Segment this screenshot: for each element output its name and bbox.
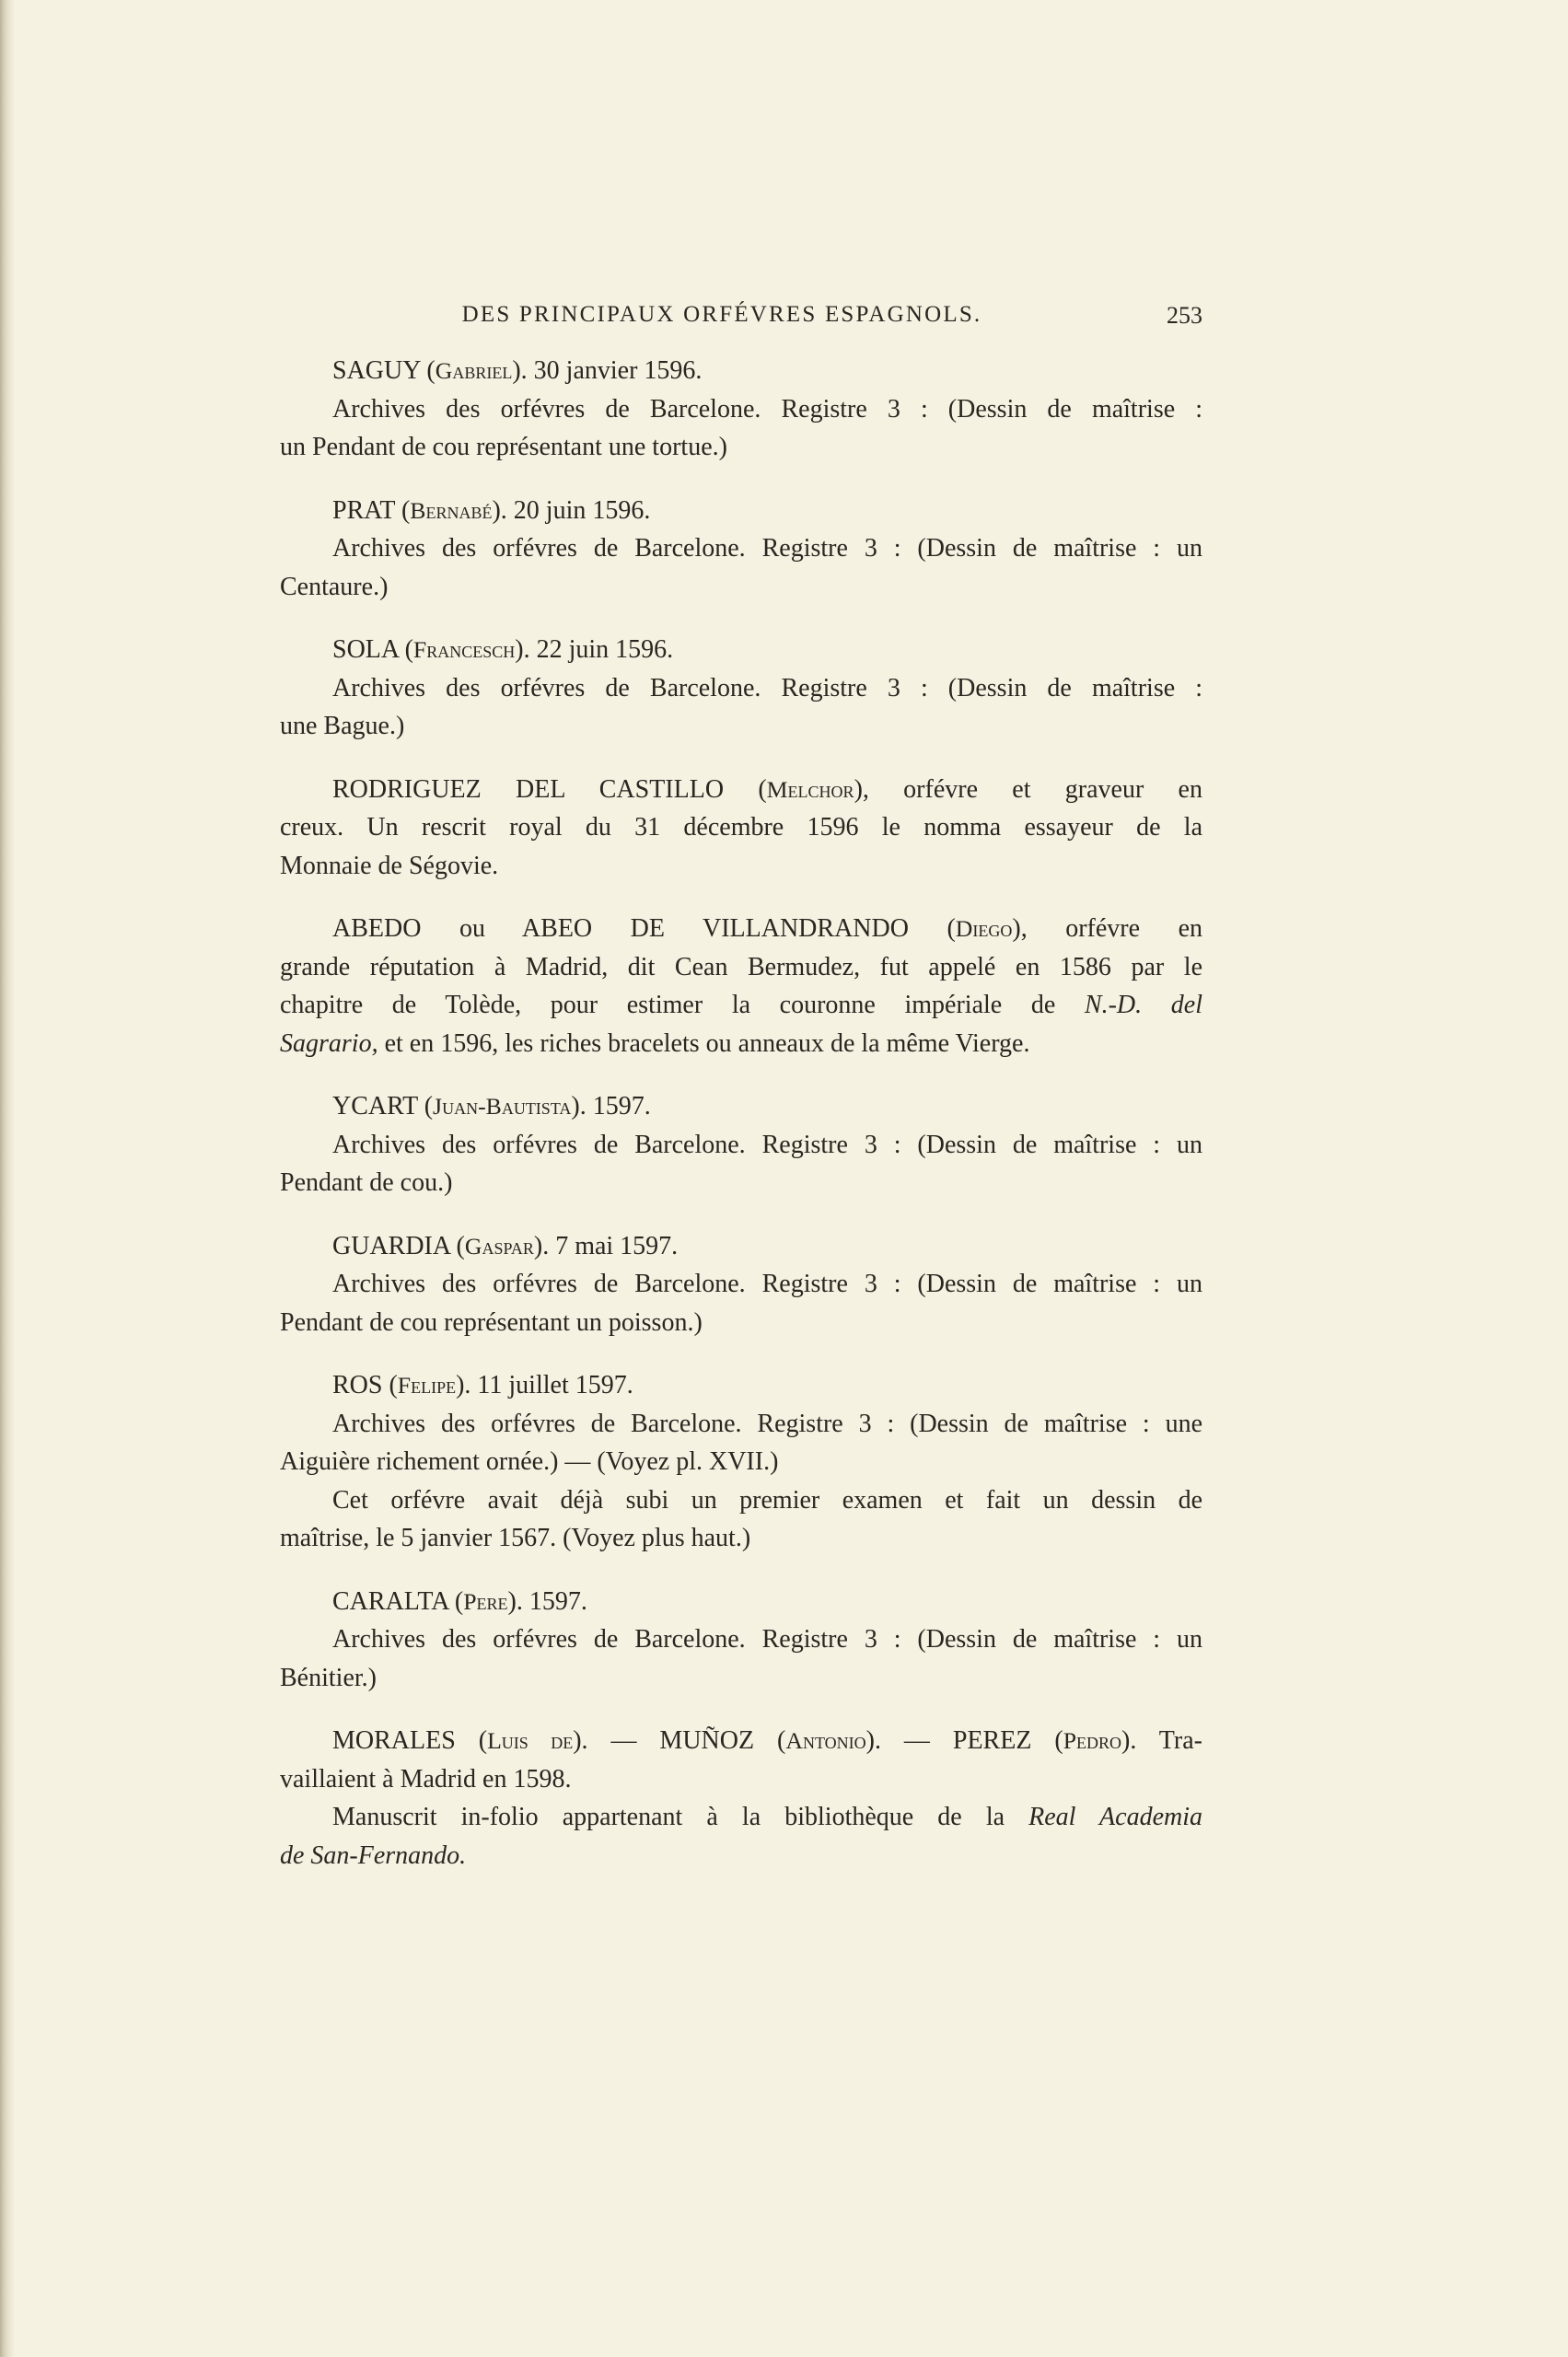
page-binding-edge [0,0,15,2357]
text-segment: ). 30 janvier 1596. [512,356,703,385]
text-segment: un Pendant de cou représentant une tortue.) [280,433,727,461]
given-name: Pere [463,1587,508,1615]
text-segment: Pendant de cou.) [280,1168,453,1197]
text-segment: Centaure.) [280,572,389,601]
running-head-title: DES PRINCIPAUX ORFÉVRES ESPAGNOLS. [461,302,982,327]
given-name: Gaspar [464,1232,534,1260]
text-segment: ROS ( [332,1371,398,1399]
entry [280,1366,1202,1558]
entry [280,910,1202,1062]
text-line [280,707,1202,746]
text-segment: ). Tra- [1121,1726,1202,1755]
given-name: Juan-Bautista [433,1093,572,1120]
italic-text: de San-Fernando. [280,1840,467,1870]
text-line [280,1519,1202,1558]
entry [280,1722,1202,1875]
text-segment: et en 1596, les riches bracelets ou anneaux de la même Vierge. [377,1028,1030,1058]
text-segment: ), orfévre et graveur en [854,774,1202,804]
text-segment: Archives des orfévres de Barcelone. Registre 3 : (Dessin de maîtrise : une [332,1409,1202,1438]
given-name: Luis de [487,1727,574,1754]
text-line [280,1304,1202,1342]
text-line [280,428,1202,467]
text-segment: Archives des orfévres de Barcelone. Registre 3 : (Dessin de maîtrise : [332,673,1202,702]
text-segment: Archives des orfévres de Barcelone. Registre 3 : (Dessin de maîtrise : un [332,534,1202,563]
text-segment: RODRIGUEZ DEL CASTILLO ( [332,774,767,804]
text-line [280,1583,1202,1621]
text-line [280,390,1202,429]
text-segment: SAGUY ( [332,356,436,385]
text-segment: maîtrise, le 5 janvier 1567. (Voyez plus haut.) [280,1524,751,1552]
given-name: Bernabé [410,496,493,524]
given-name: Pedro [1063,1727,1122,1754]
text-line [280,948,1202,987]
given-name: Felipe [397,1372,457,1399]
text-segment: ). — PEREZ ( [865,1726,1063,1755]
text-line [280,1722,1202,1760]
entry [280,771,1202,886]
text-segment: Bénitier.) [280,1663,377,1692]
text-segment: Archives des orfévres de Barcelone. Registre 3 : (Dessin de maîtrise : un [332,1130,1202,1159]
text-segment: YCART ( [332,1092,434,1120]
text-segment: Pendant de cou représentant un poisson.) [280,1307,703,1337]
text-segment: ). 22 juin 1596. [515,635,674,664]
text-segment: Archives des orfévres de Barcelone. Registre 3 : (Dessin de maîtrise : un [332,1625,1202,1654]
text-line [280,631,1202,669]
entry [280,1583,1202,1698]
page-body [280,352,1202,1899]
running-head [280,296,1202,333]
text-segment: une Bague.) [280,712,405,740]
given-name: Gabriel [435,357,513,384]
text-segment: Cet orfévre avait déjà subi un premier examen et fait un dessin de [332,1485,1202,1515]
given-name: Francesch [412,636,516,663]
text-line [280,669,1202,708]
text-segment: creux. Un rescrit royal du 31 décembre 1596 le nomma essayeur de la [280,813,1202,842]
text-line [280,492,1202,530]
text-segment: PRAT ( [332,495,411,525]
italic-text: Real Academia [1028,1803,1203,1831]
text-line [280,1366,1202,1405]
text-line [280,1227,1202,1266]
page-number: 253 [1167,302,1202,329]
text-line [280,1405,1202,1444]
text-segment: ). 1597. [571,1092,651,1120]
entry [280,1227,1202,1342]
text-segment: ). 1597. [507,1586,587,1616]
entry [280,1087,1202,1202]
text-line [280,1837,1202,1875]
text-segment: vaillaient à Madrid en 1598. [280,1764,572,1794]
text-segment: Monnaie de Ségovie. [280,851,499,880]
entry [280,352,1202,467]
text-line [280,1025,1202,1063]
text-line [280,1265,1202,1304]
text-line [280,1798,1202,1837]
text-segment: MORALES ( [332,1726,488,1755]
text-segment: chapitre de Tolède, pour estimer la couronne impériale de [280,991,1085,1019]
text-line [280,1443,1202,1481]
text-segment: ). 7 mai 1597. [533,1231,679,1260]
entry [280,631,1202,746]
text-segment: Archives des orfévres de Barcelone. Registre 3 : (Dessin de maîtrise : un [332,1270,1202,1298]
text-segment: ). 20 juin 1596. [492,495,651,525]
text-segment: Manuscrit in-folio appartenant à la bibliothèque de la [332,1803,1029,1831]
text-line [280,847,1202,886]
text-segment: ). — MUÑOZ ( [573,1726,786,1755]
given-name: Antonio [785,1727,866,1754]
text-line [280,910,1202,948]
text-line [280,1164,1202,1202]
entry [280,492,1202,607]
text-segment: grande réputation à Madrid, dit Cean Bermudez, fut appelé en 1586 par le [280,952,1202,981]
given-name: Melchor [766,775,854,803]
text-segment: Archives des orfévres de Barcelone. Registre 3 : (Dessin de maîtrise : [332,394,1202,424]
text-line [280,808,1202,847]
text-segment: CARALTA ( [332,1586,464,1616]
text-line [280,771,1202,809]
text-segment: ). 11 juillet 1597. [456,1371,633,1399]
text-line [280,352,1202,390]
text-line [280,1481,1202,1520]
text-line [280,529,1202,568]
text-segment: Aiguière richement ornée.) — (Voyez pl. XVII.) [280,1447,779,1476]
italic-text: N.-D. del [1084,991,1202,1019]
text-line [280,568,1202,607]
text-segment: ABEDO ou ABEO DE VILLANDRANDO ( [332,914,956,943]
text-line [280,1659,1202,1698]
given-name: Diego [955,915,1013,942]
text-segment: ), orfévre en [1012,914,1202,943]
text-line [280,1760,1202,1799]
text-line [280,986,1202,1025]
text-line [280,1126,1202,1165]
text-segment: GUARDIA ( [332,1231,465,1260]
text-line [280,1087,1202,1126]
text-segment: SOLA ( [332,635,413,664]
text-line [280,1620,1202,1659]
italic-text: Sagrario, [280,1028,378,1058]
